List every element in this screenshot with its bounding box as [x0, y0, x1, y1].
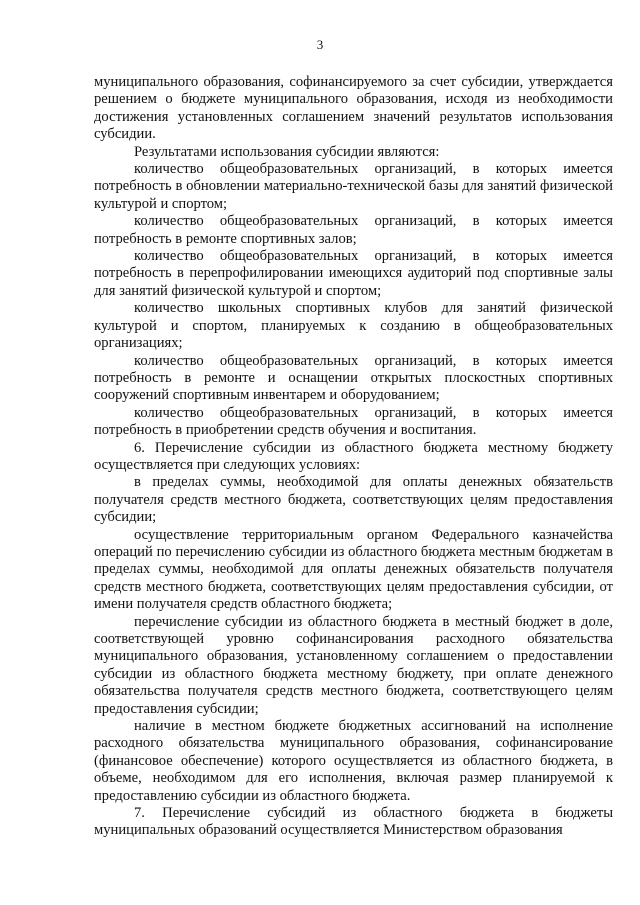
paragraph-result-item: количество общеобразовательных организаций, в которых имеется потребность в перепрофилировании имеющихся аудиторий под спортивные залы для занятий физической культурой и спортом;	[94, 248, 613, 299]
paragraph-result-item: количество общеобразовательных организаций, в которых имеется потребность в ремонте и оснащении открытых плоскостных спортивных сооружений спортивным инвентарем и оборудованием;	[94, 352, 613, 404]
paragraph-condition-item: наличие в местном бюджете бюджетных ассигнований на исполнение расходного обязательства муниципального образования, софинансирование (финансовое обеспечение) которого осуществляется из областного бюджета, в объеме, необходимом для его исполнения, включая размер планируемой к предоставлению субсидии из областного бюджета.	[94, 718, 613, 804]
paragraph-condition-item: перечисление субсидии из областного бюджета в местный бюджет в доле, соответствующей уровню софинансирования расходного обязательства муниципального образования, установленному соглашением о предоставлении субсидии из областного бюджета местному бюджету, при оплате денежного обязательства получателя средств местного бюджета, соответствующего целям предоставления субсидии;	[94, 613, 613, 717]
paragraph-result-item: количество общеобразовательных организаций, в которых имеется потребность в приобретении средств обучения и воспитания.	[94, 404, 613, 439]
paragraph-condition-item: в пределах суммы, необходимой для оплаты денежных обязательств получателя средств местного бюджета, соответствующих целям предоставления субсидии;	[94, 474, 613, 526]
paragraph-clause-7: 7. Перечисление субсидий из областного бюджета в бюджеты муниципальных образований осуществляется Министерством образования	[94, 805, 613, 839]
paragraph-continuation: муниципального образования, софинансируемого за счет субсидии, утверждается решением о бюджете муниципального образования, исходя из необходимости достижения установленных соглашением значений результатов использования субсидии.	[94, 74, 613, 143]
paragraph-result-item: количество школьных спортивных клубов для занятий физической культурой и спортом, планируемых к созданию в общеобразовательных организациях;	[94, 300, 613, 352]
page-number: 3	[316, 37, 324, 52]
paragraph-result-item: количество общеобразовательных организаций, в которых имеется потребность в обновлении материально-технической базы для занятий физической культурой и спортом;	[94, 161, 613, 212]
document-body	[94, 74, 613, 840]
paragraph-results-intro: Результатами использования субсидии являются:	[134, 143, 440, 160]
paragraph-clause-6: 6. Перечисление субсидии из областного бюджета местному бюджету осуществляется при следующих условиях:	[94, 439, 613, 473]
paragraph-condition-item: осуществление территориальным органом Федерального казначейства операций по перечислению субсидии из областного бюджета местным бюджетам в пределах суммы, необходимой для оплаты денежных обязательств получателя средств местного бюджета, соответствующих целям предоставления субсидии, от имени получателя средств областного бюджета;	[94, 526, 613, 613]
paragraph-result-item: количество общеобразовательных организаций, в которых имеется потребность в ремонте спортивных залов;	[94, 213, 613, 247]
